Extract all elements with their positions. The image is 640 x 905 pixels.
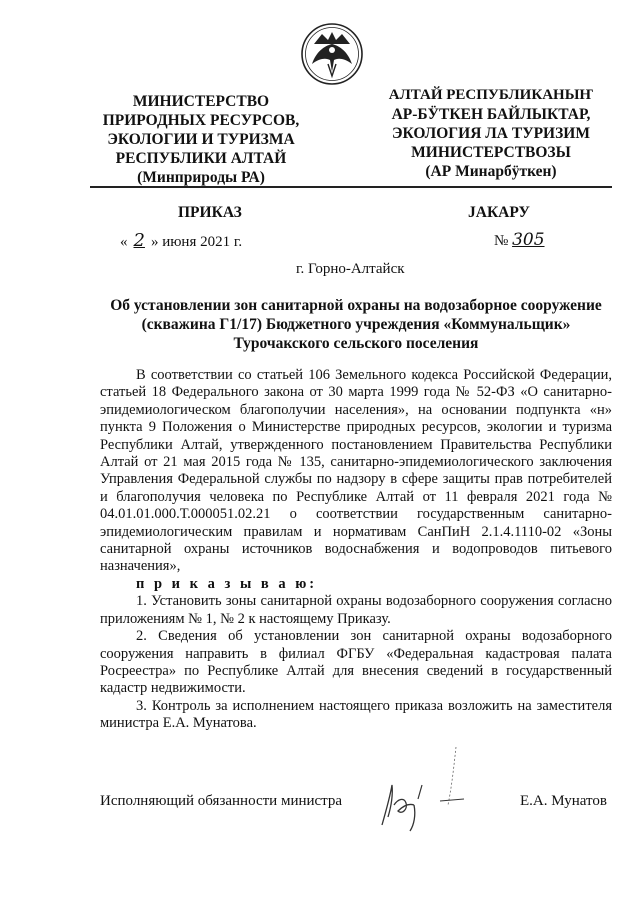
order-item: 3. Контроль за исполнением настоящего приказа возложить на заместителя министра Е.А. Мунатова. xyxy=(100,697,612,732)
signatory-position: Исполняющий обязанности министра xyxy=(100,793,343,809)
order-item: 1. Установить зоны санитарной охраны водозаборного сооружения согласно приложениям № 1, № 2 к настоящему Приказу. xyxy=(100,593,612,627)
order-body xyxy=(100,367,612,733)
order-title xyxy=(100,296,612,353)
header-right-line: АР-БӰТКЕН БАЙЛЫКТАР, xyxy=(391,106,591,123)
title-line: Об установлении зон санитарной охраны на водозаборное сооружение xyxy=(110,297,602,314)
header-right-line: АЛТАЙ РЕСПУБЛИКАНЫҤ xyxy=(388,87,594,103)
order-item: 2. Сведения об установлении зон санитарной охраны водозаборного сооружения направить в филиал ФГБУ «Федеральная кадастровая палата Росреестра» по Республике Алтай для внесения сведений в государственный кадастр недвижимости. xyxy=(100,628,612,697)
header-left-line: ПРИРОДНЫХ РЕСУРСОВ, xyxy=(102,112,300,129)
date-close-quote: » xyxy=(150,234,159,250)
header-right-line: ЭКОЛОГИЯ ЛА ТУРИЗИМ xyxy=(392,125,590,142)
order-number xyxy=(494,230,545,250)
date-open-quote: « xyxy=(120,234,128,250)
order-date xyxy=(120,230,242,251)
header-left-line: (Минприроды РА) xyxy=(137,169,265,186)
date-day: 2 xyxy=(133,230,145,251)
header-left-line: МИНИСТЕРСТВО xyxy=(132,93,270,110)
handwritten-signature-icon xyxy=(368,745,478,835)
coat-of-arms-icon xyxy=(300,20,364,88)
title-line: (скважина Г1/17) Бюджетного учреждения «Коммунальщик» xyxy=(141,316,571,333)
header-right-line: МИНИСТЕРСТВОЗЫ xyxy=(411,144,571,161)
signatory-name: Е.А. Мунатов xyxy=(520,793,607,809)
ministry-name-altai xyxy=(372,86,610,181)
date-rest: июня 2021 г. xyxy=(162,234,243,250)
ministry-name-russian xyxy=(92,92,310,187)
number-prefix: № xyxy=(494,233,509,249)
prikazyvayu-heading: п р и к а з ы в а ю: xyxy=(136,575,318,592)
order-label-russian: ПРИКАЗ xyxy=(178,204,242,221)
header-right-line: (АР Минарбӱткен) xyxy=(425,163,557,180)
header-left-line: ЭКОЛОГИИ И ТУРИЗМА xyxy=(107,131,295,148)
title-line: Турочакского сельского поселения xyxy=(233,335,479,352)
header-left-line: РЕСПУБЛИКИ АЛТАЙ xyxy=(115,150,287,167)
order-label-altai: JАКАРУ xyxy=(468,204,530,221)
number-value: 305 xyxy=(512,230,545,250)
preamble-paragraph: В соответствии со статьей 106 Земельного кодекса Российской Федерации, статьей 18 Федерального закона от 30 марта 1999 года № 52-ФЗ «О санитарно-эпидемиологическом благополучии населения», на основании подпункта «н» пункта 9 Положения о Министерстве природных ресурсов, экологии и туризма Республики Алтай, утвержденного постановлением Правительства Республики Алтай от 21 мая 2015 года № 135, санитарно-эпидемиологического заключения Управления Федеральной службы по надзору в сфере защиты прав потребителей и благополучия человека по Республике Алтай от 11 февраля 2021 года № 04.01.01.000.Т.000051.02.21 о соответствии государственным санитарно-эпидемиологическим правилам и нормативам СанПиН 2.1.4.1110-02 «Зоны санитарной охраны источников водоснабжения и водопроводов питьевого назначения», xyxy=(100,367,612,575)
header-divider xyxy=(90,186,612,188)
order-city: г. Горно-Алтайск xyxy=(296,261,405,277)
